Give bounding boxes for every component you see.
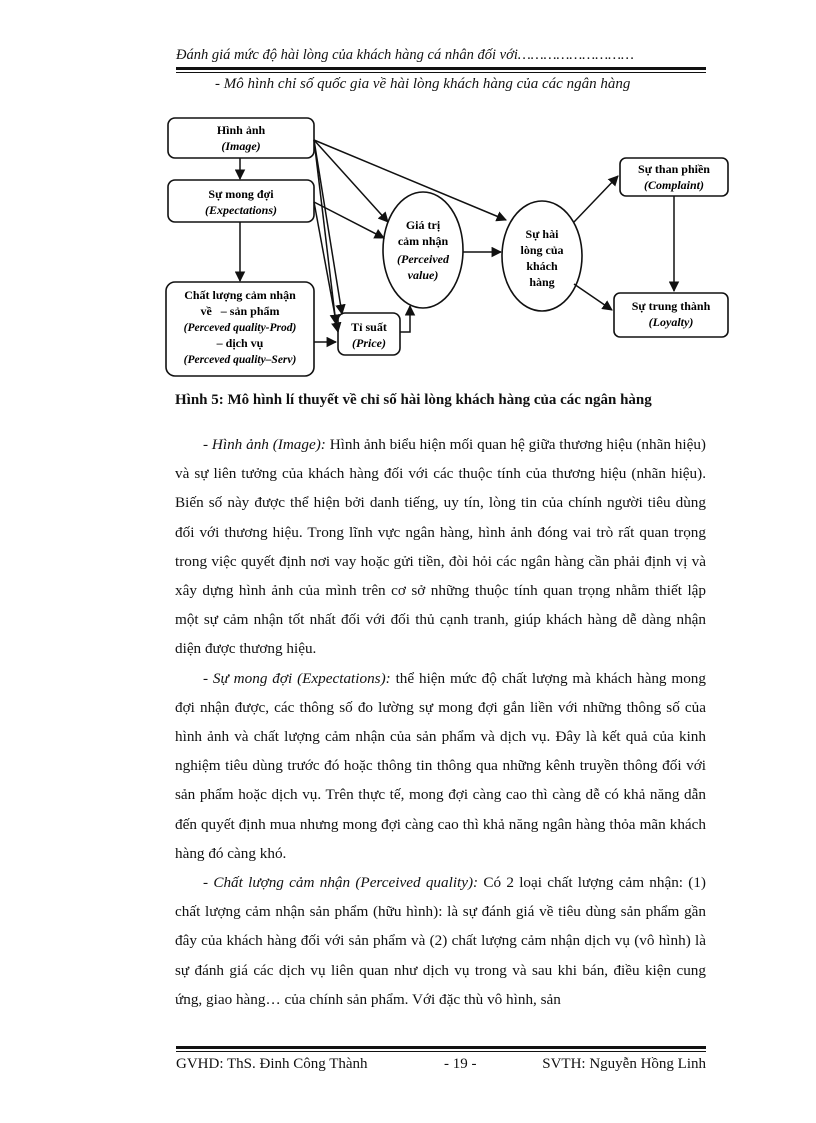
value-ellipse-line3: (Perceived xyxy=(397,252,449,266)
value-ellipse-line2: cảm nhận xyxy=(397,234,449,248)
expectations-box-sublabel: (Expectations) xyxy=(205,203,277,217)
arrow-price-to-value xyxy=(400,306,410,332)
image-box-sublabel: (Image) xyxy=(221,139,261,153)
loyalty-box-label: Sự trung thành xyxy=(631,299,711,313)
arrow-satisfaction-to-loyalty xyxy=(574,284,612,310)
value-ellipse-line4: value) xyxy=(407,268,439,282)
term-image: - Hình ảnh (Image): xyxy=(203,436,326,453)
paragraph-expectations-text: thể hiện mức độ chất lượng mà khách hàng mong đợi nhận được, các thông số đo lường sự mong đợi gắn liền với những thông số của hình ảnh và chất lượng cảm nhận của sản phẩm và dịch vụ. Đây là kết quả của kinh nghiệm tiêu dùng trước đó hoặc thông tin thông qua những kênh truyền thông đối với sản phẩm hoặc dịch vụ. Trên thực tế, mong đợi càng cao thì càng dễ có khả năng dẫn đến quyết định mua nhưng mong đợi càng cao thì khả năng ngân hàng thỏa mãn khách hàng đó càng khó. xyxy=(175,669,706,862)
loyalty-box-sublabel: (Loyalty) xyxy=(648,315,694,329)
page-number: - 19 - xyxy=(444,1056,477,1072)
satisfaction-line4: hàng xyxy=(529,275,555,289)
quality-box-line3: (Perceved quality-Prod) xyxy=(183,322,297,334)
footer-advisor: GVHD: ThS. Đinh Công Thành xyxy=(176,1056,368,1072)
image-box-label: Hình ảnh xyxy=(216,123,266,137)
quality-box-line1: Chất lượng cảm nhận xyxy=(184,288,296,302)
term-expectations: - Sự mong đợi (Expectations): xyxy=(203,669,391,687)
quality-box-line2: về – sản phẩm xyxy=(200,304,280,318)
footer-rule xyxy=(176,1046,706,1049)
csi-model-diagram xyxy=(160,110,730,390)
perceived-value-ellipse xyxy=(383,192,463,308)
paragraph-quality xyxy=(175,868,706,1014)
satisfaction-line3: khách xyxy=(526,259,558,273)
footer-rule-thin xyxy=(176,1051,706,1052)
paragraph-expectations xyxy=(175,664,706,868)
paragraph-image xyxy=(175,430,706,664)
figure-caption: Hình 5: Mô hình lí thuyết về chỉ số hài lòng khách hàng của các ngân hàng xyxy=(175,392,652,408)
expectations-box-label: Sự mong đợi xyxy=(208,187,274,201)
price-box-label: Tỉ suất xyxy=(351,320,387,334)
arrow-image-to-price-a xyxy=(314,140,336,324)
complaint-box-sublabel: (Complaint) xyxy=(643,178,705,192)
running-header: Đánh giá mức độ hài lòng của khách hàng cá nhân đối với……………………… xyxy=(176,47,634,63)
body-text xyxy=(175,430,706,1014)
quality-box-line5: (Perceved quality–Serv) xyxy=(183,354,297,366)
term-quality: - Chất lượng cảm nhận (Perceived quality): xyxy=(203,874,479,892)
section-subtitle: - Mô hình chỉ số quốc gia về hài lòng khách hàng của các ngân hàng xyxy=(215,76,631,92)
header-rule xyxy=(176,67,706,70)
paragraph-quality-text: Có 2 loại chất lượng cảm nhận: (1) chất lượng cảm nhận sản phẩm (hữu hình): là sự đánh giá về tiêu dùng sản phẩm gần đây của khách hàng đối với sản phẩm và (2) chất lượng cảm nhận dịch vụ (vô hình) là sự đánh giá các dịch vụ liên quan như dịch vụ trong và sau khi bán, điều kiện cung ứng, giao hàng… của chính sản phẩm. Với đặc thù vô hình, sản xyxy=(175,874,706,1008)
header-rule-thin xyxy=(176,72,706,73)
arrow-satisfaction-to-complaint xyxy=(574,176,618,222)
footer-student: SVTH: Nguyễn Hồng Linh xyxy=(542,1056,706,1072)
satisfaction-line2: lòng của xyxy=(520,243,564,257)
price-box-sublabel: (Price) xyxy=(352,336,386,350)
value-ellipse-line1: Giá trị xyxy=(405,218,441,232)
paragraph-image-text: Hình ảnh biểu hiện mối quan hệ giữa thương hiệu (nhãn hiệu) và sự liên tưởng của khách hàng đối với các thuộc tính của thương hiệu (nhãn hiệu). Biến số này được thể hiện bởi danh tiếng, uy tín, lòng tin của chính người tiêu dùng đối với thương hiệu. Trong lĩnh vực ngân hàng, hình ảnh đóng vai trò rất quan trọng trong việc quyết định nơi vay hoặc gửi tiền, đòi hỏi các ngân hàng cần phải định vị và xây dựng hình ảnh của mình trên cơ sở những thuộc tính quan trọng nhằm thiết lập một sự cảm nhận tốt nhất đối với đối thủ cạnh tranh, giúp khách hàng dễ dàng nhận diện được thương hiệu. xyxy=(175,436,706,658)
satisfaction-line1: Sự hài xyxy=(525,227,559,241)
complaint-box-label: Sự than phiền xyxy=(638,162,710,176)
quality-box-line4: – dịch vụ xyxy=(216,336,264,350)
